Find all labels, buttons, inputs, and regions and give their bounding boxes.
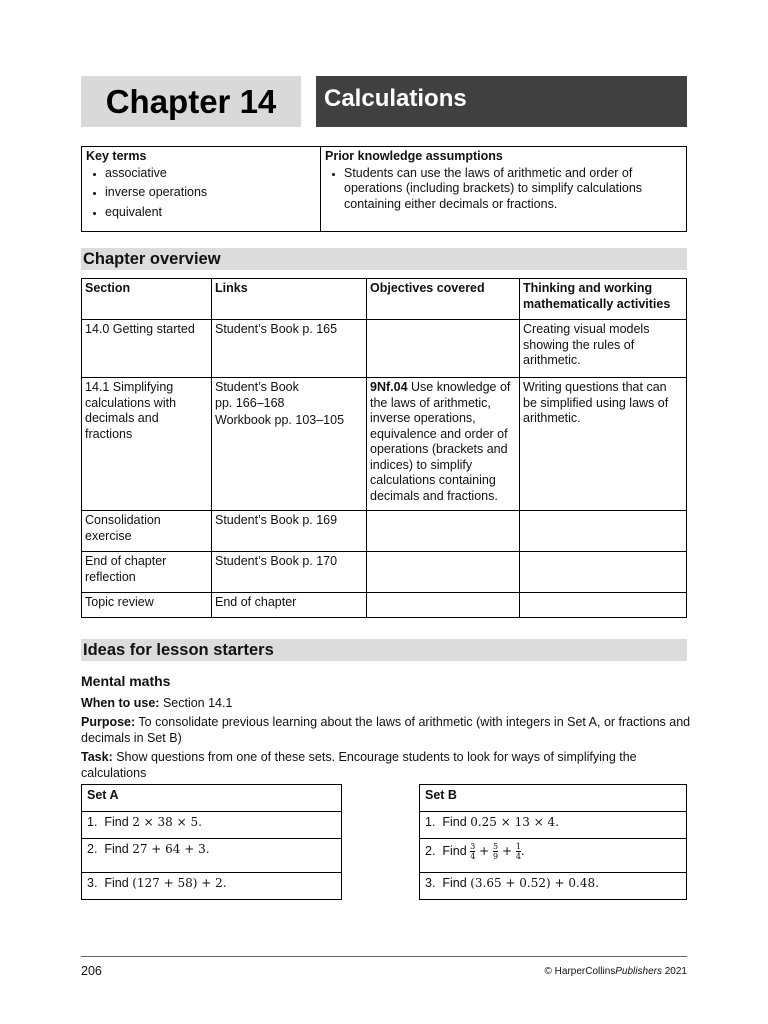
link-text: Student’s Book p. 170: [215, 554, 338, 568]
question-expression: $\frac{3}{4}$ + $\frac{5}{9}$ + $\frac{1}{4}$ .: [470, 842, 525, 861]
links-cell: [212, 593, 367, 618]
task-label: Task:: [81, 750, 113, 764]
list-item: [420, 873, 687, 900]
set-a-heading: Set A: [82, 785, 342, 812]
links-cell: [212, 378, 367, 511]
table-header-row: [82, 279, 687, 320]
question-word: Find: [442, 815, 467, 829]
links-cell: [212, 511, 367, 552]
section-cell: 14.0 Getting started: [82, 320, 212, 378]
section-cell: End of chapter reflection: [82, 552, 212, 593]
lesson-starters-heading: Ideas for lesson starters: [81, 639, 687, 661]
twm-cell: [520, 511, 687, 552]
key-term: • inverse operations: [105, 185, 316, 201]
twm-cell: Creating visual models showing the rules of arithmetic.: [520, 320, 687, 378]
objective-code: 9Nf.04: [370, 380, 408, 394]
section-cell: Consolidation exercise: [82, 511, 212, 552]
list-item: [420, 839, 687, 873]
copyright-notice: © HarperCollinsPublishers 2021: [544, 966, 687, 977]
chapter-overview-heading: Chapter overview: [81, 248, 687, 270]
objective-text: Use knowledge of the laws of arithmetic, inverse operations, equivalence and order of operations (brackets and indices) to simplify calculations containing decimals and fractions.: [370, 380, 511, 503]
fraction: $\frac{5}{9}$: [493, 842, 499, 861]
twm-cell: [520, 552, 687, 593]
chapter-title: Calculations: [316, 76, 687, 127]
table-row: [82, 593, 687, 618]
objectives-cell: [367, 378, 520, 511]
list-item: [82, 873, 342, 900]
column-header: Links: [212, 279, 367, 320]
column-header: Objectives covered: [367, 279, 520, 320]
prior-knowledge-heading: Prior knowledge assumptions: [325, 149, 503, 163]
table-row: [82, 511, 687, 552]
link-text: Student’s Book pp. 166–168: [215, 380, 299, 410]
list-item: [82, 812, 342, 839]
task-text: Show questions from one of these sets. Encourage students to look for ways of simplifying the calculations: [81, 750, 637, 780]
section-cell: 14.1 Simplifying calculations with decimals and fractions: [82, 378, 212, 511]
question-number: 1.: [87, 815, 98, 829]
link-text: Student’s Book p. 165: [215, 322, 338, 336]
key-terms-cell: [82, 147, 321, 232]
question-word: Find: [104, 842, 129, 856]
set-b-heading: Set B: [420, 785, 687, 812]
question-number: 2.: [87, 842, 98, 856]
question-expression: 0.25 × 13 × 4.: [470, 815, 560, 829]
chapter-overview-table: [81, 278, 687, 618]
question-expression: 27 + 64 + 3.: [132, 842, 210, 856]
footer-divider: [81, 956, 687, 957]
question-word: Find: [104, 876, 129, 890]
question-word: Find: [442, 844, 467, 858]
links-cell: [212, 552, 367, 593]
task-paragraph: [81, 750, 691, 781]
prior-knowledge-cell: [321, 147, 687, 232]
objectives-cell: [367, 511, 520, 552]
link-text: Student’s Book p. 169: [215, 513, 338, 527]
table-row: [82, 320, 687, 378]
purpose-label: Purpose:: [81, 715, 136, 729]
when-text: Section 14.1: [159, 696, 233, 710]
set-b-table: [419, 784, 687, 900]
question-word: Find: [104, 815, 129, 829]
question-number: 3.: [425, 876, 436, 890]
key-term: • associative: [105, 166, 316, 182]
key-terms-list: [86, 166, 316, 221]
question-number: 1.: [425, 815, 436, 829]
chapter-number-label: Chapter 14: [81, 76, 301, 127]
objectives-cell: [367, 552, 520, 593]
fraction: $\frac{1}{4}$: [515, 842, 521, 861]
table-row: [82, 378, 687, 511]
question-expression: 2 × 38 × 5.: [132, 815, 202, 829]
purpose-paragraph: [81, 715, 691, 746]
question-expression: (3.65 + 0.52) + 0.48.: [470, 876, 599, 890]
when-label: When to use:: [81, 696, 160, 710]
question-number: 3.: [87, 876, 98, 890]
key-term: • equivalent: [105, 205, 316, 221]
objectives-cell: [367, 320, 520, 378]
purpose-text: To consolidate previous learning about the laws of arithmetic (with integers in Set A, or fractions and decimals in Set B): [81, 715, 691, 745]
page-number: 206: [81, 964, 102, 978]
prior-knowledge-list: [325, 166, 682, 213]
links-cell: [212, 320, 367, 378]
question-number: 2.: [425, 844, 436, 858]
list-item: [82, 839, 342, 873]
key-terms-heading: Key terms: [86, 149, 147, 163]
twm-cell: [520, 593, 687, 618]
when-to-use-paragraph: [81, 696, 691, 712]
section-cell: Topic review: [82, 593, 212, 618]
prior-knowledge-item: • Students can use the laws of arithmetic and order of operations (including brackets) to simplify calculations containing either decimals or fractions.: [344, 166, 682, 213]
column-header: Thinking and working mathematically activities: [520, 279, 687, 320]
link-text: End of chapter: [215, 595, 297, 609]
fraction: $\frac{3}{4}$: [470, 842, 476, 861]
mental-maths-heading: Mental maths: [81, 673, 171, 689]
objectives-cell: [367, 593, 520, 618]
column-header: Section: [82, 279, 212, 320]
twm-cell: Writing questions that can be simplified using laws of arithmetic.: [520, 378, 687, 511]
link-text: Workbook pp. 103–105: [215, 413, 345, 427]
key-terms-table: [81, 146, 687, 232]
list-item: [420, 812, 687, 839]
question-word: Find: [442, 876, 467, 890]
table-row: [82, 552, 687, 593]
set-a-table: [81, 784, 342, 900]
question-expression: (127 + 58) + 2.: [132, 876, 227, 890]
